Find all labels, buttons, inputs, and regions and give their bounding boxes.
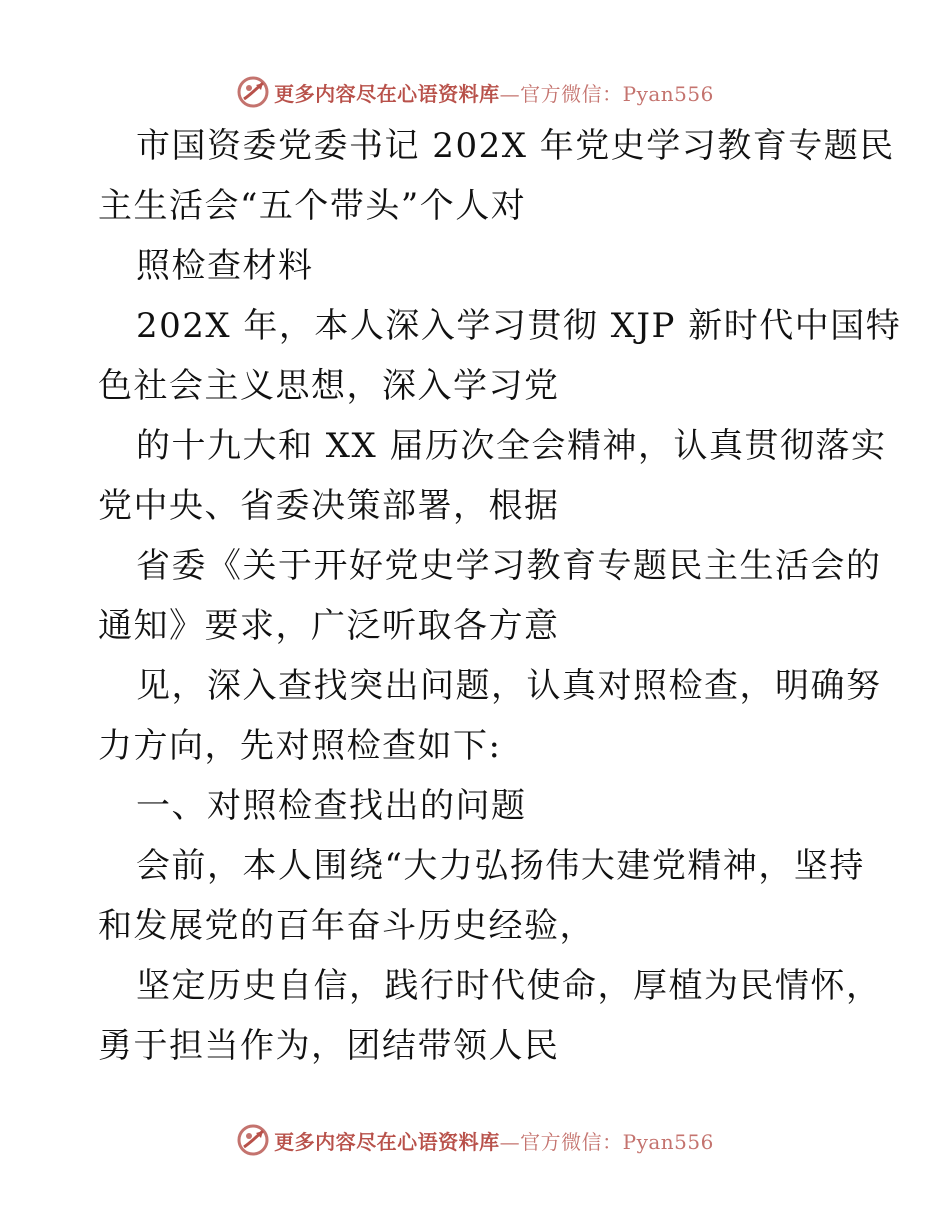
- watermark-text: 更多内容尽在心语资料库—官方微信：Pyan556: [274, 81, 714, 106]
- title-line-3: 照检查材料: [136, 246, 314, 286]
- document-body: [98, 122, 902, 1070]
- paragraph-line: 和发展党的百年奋斗历史经验，: [98, 906, 595, 946]
- brand-logo-icon: [236, 75, 270, 109]
- paragraph-line: 202X 年，本人深入学习贯彻 XJP 新时代中国特: [136, 306, 902, 346]
- paragraph-line: 见，深入查找突出问题，认真对照检查，明确努: [136, 666, 882, 706]
- watermark-text: 更多内容尽在心语资料库—官方微信：Pyan556: [274, 1129, 714, 1154]
- paragraph-line: 会前，本人围绕“大力弘扬伟大建党精神，坚持: [136, 846, 865, 886]
- brand-logo-icon: [236, 1123, 270, 1157]
- title-line-1: 市国资委党委书记 202X 年党史学习教育专题民: [136, 126, 895, 166]
- footer-watermark-banner: [0, 1120, 950, 1160]
- paragraph-line: 色社会主义思想，深入学习党: [98, 366, 560, 406]
- paragraph-line: 坚定历史自信，践行时代使命，厚植为民情怀，: [136, 966, 882, 1006]
- paragraph-line: 省委《关于开好党史学习教育专题民主生活会的: [136, 546, 882, 586]
- paragraph-line: 党中央、省委决策部署，根据: [98, 486, 560, 526]
- header-watermark-banner: [0, 72, 950, 112]
- paragraph-line: 通知》要求，广泛听取各方意: [98, 606, 560, 646]
- title-line-2: 主生活会“五个带头”个人对: [98, 186, 527, 226]
- paragraph-line: 的十九大和 XX 届历次全会精神，认真贯彻落实: [136, 426, 887, 466]
- paragraph-line: 力方向，先对照检查如下:: [98, 726, 502, 766]
- section-heading: 一、对照检查找出的问题: [136, 786, 527, 826]
- paragraph-line: 勇于担当作为，团结带领人民: [98, 1026, 560, 1066]
